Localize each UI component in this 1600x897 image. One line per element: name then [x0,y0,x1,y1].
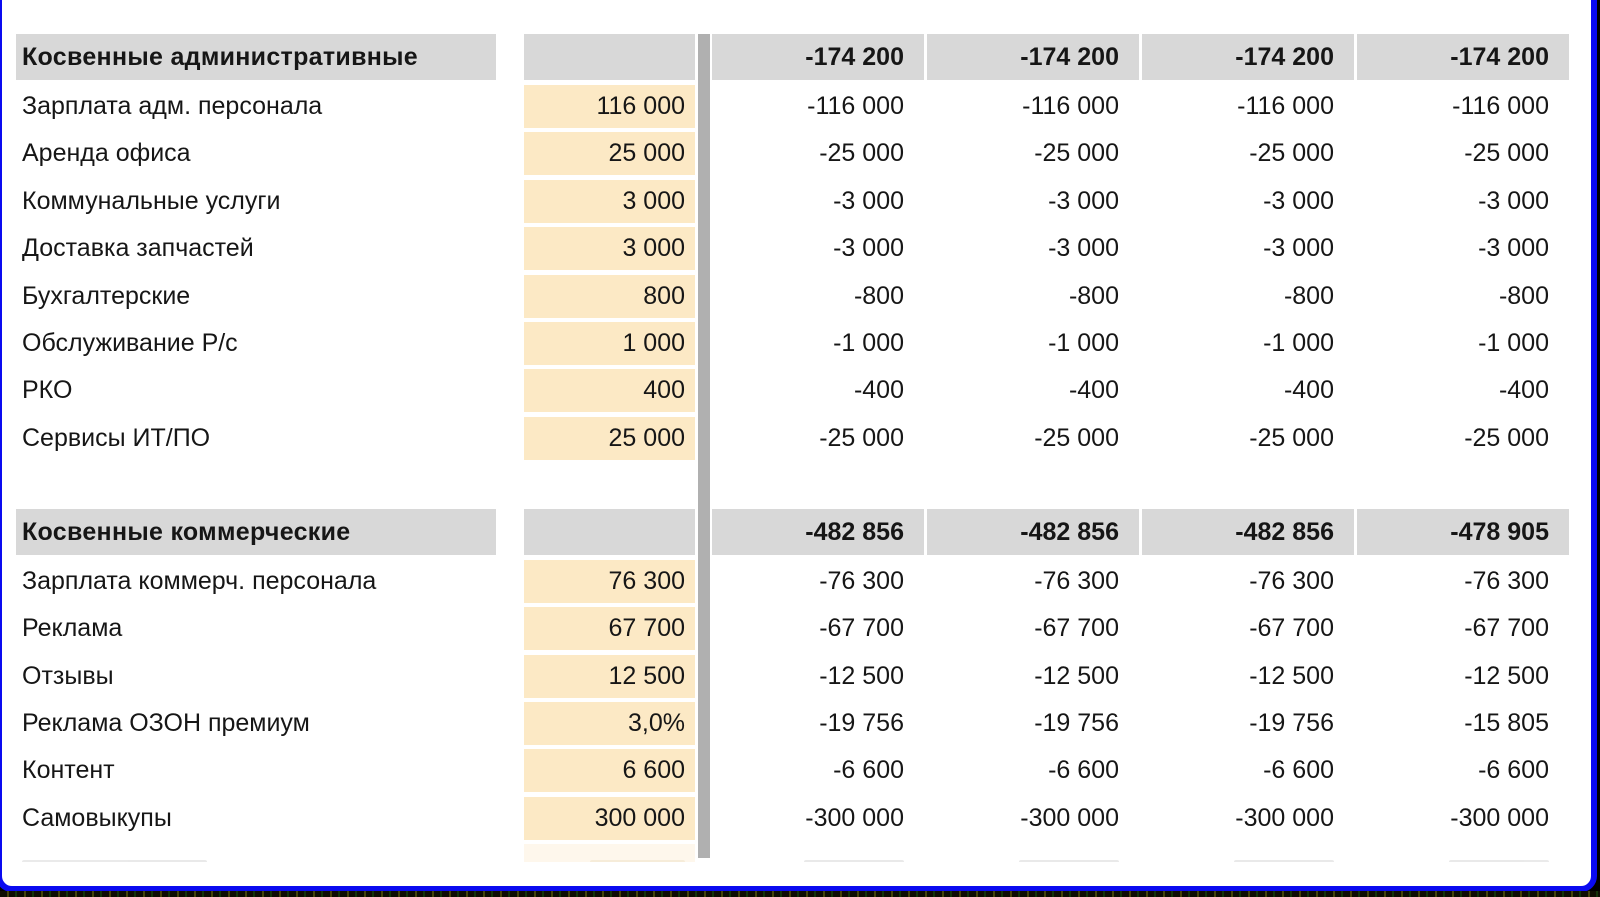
row-data-cell[interactable]: -3 000 [1048,234,1119,263]
row-data-cell[interactable]: -3 000 [1048,186,1119,215]
table-row [16,417,1572,460]
row-value-cell[interactable]: 3,0% [524,702,695,745]
section-header-row [16,34,1572,80]
row-data-cell[interactable]: -76 300 [1464,566,1549,595]
row-label-cell[interactable]: Отзывы [22,661,114,690]
row-label-cell[interactable]: Реклама ОЗОН премиум [22,708,310,737]
section-total-cell[interactable]: -482 856 [927,509,1139,555]
row-value-cell[interactable]: 25 000 [524,417,695,460]
row-data-cell[interactable]: -12 500 [1464,661,1549,690]
column-divider [698,34,710,858]
row-data-cell[interactable]: -3 000 [833,186,904,215]
row-data-cell[interactable]: -300 000 [805,803,904,832]
clipped-next-row [16,844,1572,862]
column-gap [496,275,524,318]
row-value-cell[interactable]: 1 000 [524,322,695,365]
row-data-cell[interactable]: -15 805 [1464,708,1549,737]
section [16,34,1572,460]
row-value-cell[interactable]: 6 600 [524,749,695,792]
table-row [16,749,1572,792]
section-total-cell[interactable]: -482 856 [712,509,924,555]
row-value-cell[interactable]: 3 000 [524,227,695,270]
row-data-cell[interactable]: -67 700 [819,614,904,643]
clipped-row-value-cell [524,844,695,862]
clipped-row-data-cell [1142,844,1354,862]
column-gap [496,560,524,603]
row-value-cell[interactable]: 400 [524,369,695,412]
row-data-cell[interactable]: -116 000 [1237,92,1334,120]
table-row [16,180,1572,223]
table-row [16,275,1572,318]
sheet [16,34,1572,862]
column-gap [496,607,524,650]
row-data-cell[interactable]: -76 300 [1034,566,1119,595]
row-data-cell[interactable]: -800 [1283,281,1334,310]
row-label-cell[interactable]: Зарплата коммерч. персонала [22,566,377,595]
clipped-bottom-content [0,891,1600,897]
table-row [16,369,1572,412]
row-data-cell[interactable]: -1 000 [1048,328,1119,357]
table-body [16,34,1572,840]
row-data-cell[interactable]: -3 000 [833,234,904,263]
section-total-cell[interactable]: -174 200 [1142,34,1354,80]
row-data-cell[interactable]: -6 600 [1048,756,1119,785]
table-row [16,132,1572,175]
section-total-cell[interactable]: -174 200 [927,34,1139,80]
section-total-cell[interactable]: -174 200 [712,34,924,80]
illegible-text [1449,860,1549,862]
row-data-cell[interactable]: -116 000 [1452,92,1549,120]
row-label-cell[interactable]: Самовыкупы [22,803,172,832]
section-total-cell[interactable]: -174 200 [1357,34,1569,80]
clipped-row-data-cell [1357,844,1569,862]
row-data-cell[interactable]: -67 700 [1034,614,1119,643]
row-data-cell[interactable]: -19 756 [819,708,904,737]
row-data-cell[interactable]: -800 [1498,281,1549,310]
row-data-cell[interactable]: -1 000 [1263,328,1334,357]
table-row [16,655,1572,698]
column-gap [496,509,524,555]
column-gap [496,132,524,175]
row-label-cell[interactable]: Реклама [22,614,123,643]
row-value-cell[interactable]: 300 000 [524,797,695,840]
table-row [16,227,1572,270]
row-data-cell[interactable]: -116 000 [1022,92,1119,120]
row-data-cell[interactable]: -1 000 [833,328,904,357]
illegible-text [1234,860,1334,862]
column-gap [496,85,524,128]
row-data-cell[interactable]: -25 000 [1249,139,1334,168]
table-row [16,702,1572,745]
row-value-cell[interactable]: 800 [524,275,695,318]
row-value-cell[interactable]: 25 000 [524,132,695,175]
row-data-cell[interactable]: -400 [853,376,904,405]
row-data-cell[interactable]: -800 [853,281,904,310]
row-data-cell[interactable]: -25 000 [819,139,904,168]
clipped-row-data-cell [927,844,1139,862]
clipped-row-data-cell [712,844,924,862]
row-value-cell[interactable]: 116 000 [524,85,695,128]
section-title-cell[interactable]: Косвенные коммерческие [16,509,496,555]
column-gap [496,34,524,80]
row-data-cell[interactable]: -6 600 [1263,756,1334,785]
column-gap [496,655,524,698]
section-header-value-cell[interactable] [524,34,695,80]
illegible-text [22,860,207,862]
row-data-cell[interactable]: -300 000 [1020,803,1119,832]
section-total-cell[interactable]: -478 905 [1357,509,1569,555]
row-label-cell[interactable]: Доставка запчастей [22,234,254,263]
row-data-cell[interactable]: -19 756 [1249,708,1334,737]
table-row [16,607,1572,650]
row-data-cell[interactable]: -76 300 [819,566,904,595]
row-data-cell[interactable]: -25 000 [1464,139,1549,168]
row-data-cell[interactable]: -76 300 [1249,566,1334,595]
column-gap [496,227,524,270]
row-data-cell[interactable]: -116 000 [807,92,904,120]
row-data-cell[interactable]: -19 756 [1034,708,1119,737]
row-label-cell[interactable]: Сервисы ИТ/ПО [22,423,211,452]
row-value-cell[interactable]: 76 300 [524,560,695,603]
row-value-cell[interactable]: 12 500 [524,655,695,698]
row-data-cell[interactable]: -1 000 [1478,328,1549,357]
row-data-cell[interactable]: -12 500 [819,661,904,690]
column-gap [496,749,524,792]
row-value-cell[interactable]: 67 700 [524,607,695,650]
row-label-cell[interactable]: РКО [22,376,73,405]
row-data-cell[interactable]: -12 500 [1034,661,1119,690]
row-label-cell[interactable]: Обслуживание Р/с [22,328,238,357]
column-gap [496,417,524,460]
illegible-text [1019,860,1119,862]
row-data-cell[interactable]: -400 [1068,376,1119,405]
row-data-cell[interactable]: -67 700 [1464,614,1549,643]
row-label-cell[interactable]: Аренда офиса [22,139,191,168]
row-value-cell[interactable]: 3 000 [524,180,695,223]
row-data-cell[interactable]: -25 000 [1249,423,1334,452]
table-row [16,797,1572,840]
illegible-text [590,860,685,862]
row-label-cell[interactable]: Коммунальные услуги [22,186,281,215]
column-gap [496,180,524,223]
row-data-cell[interactable]: -25 000 [1034,423,1119,452]
row-data-cell[interactable]: -12 500 [1249,661,1334,690]
column-gap [496,702,524,745]
section [16,509,1572,840]
column-gap [496,322,524,365]
row-data-cell[interactable]: -300 000 [1235,803,1334,832]
row-data-cell[interactable]: -3 000 [1263,186,1334,215]
table-row [16,322,1572,365]
clipped-row-label-cell [16,844,496,862]
illegible-text [804,860,904,862]
row-data-cell[interactable]: -400 [1498,376,1549,405]
section-title-cell[interactable]: Косвенные административные [16,34,496,80]
column-gap [496,369,524,412]
row-data-cell[interactable]: -6 600 [833,756,904,785]
section-total-cell[interactable]: -482 856 [1142,509,1354,555]
row-data-cell[interactable]: -25 000 [819,423,904,452]
column-gap [496,797,524,840]
row-data-cell[interactable]: -67 700 [1249,614,1334,643]
row-data-cell[interactable]: -3 000 [1263,234,1334,263]
row-data-cell[interactable]: -3 000 [1478,234,1549,263]
row-label-cell[interactable]: Зарплата адм. персонала [22,92,323,120]
row-label-cell[interactable]: Контент [22,756,115,785]
row-data-cell[interactable]: -400 [1283,376,1334,405]
table-row [16,85,1572,128]
row-label-cell[interactable]: Бухгалтерские [22,281,191,310]
table-row [16,560,1572,603]
row-data-cell[interactable]: -25 000 [1034,139,1119,168]
row-data-cell[interactable]: -6 600 [1478,756,1549,785]
section-header-row [16,509,1572,555]
section-header-value-cell[interactable] [524,509,695,555]
row-data-cell[interactable]: -800 [1068,281,1119,310]
row-data-cell[interactable]: -3 000 [1478,186,1549,215]
row-data-cell[interactable]: -300 000 [1450,803,1549,832]
row-data-cell[interactable]: -25 000 [1464,423,1549,452]
